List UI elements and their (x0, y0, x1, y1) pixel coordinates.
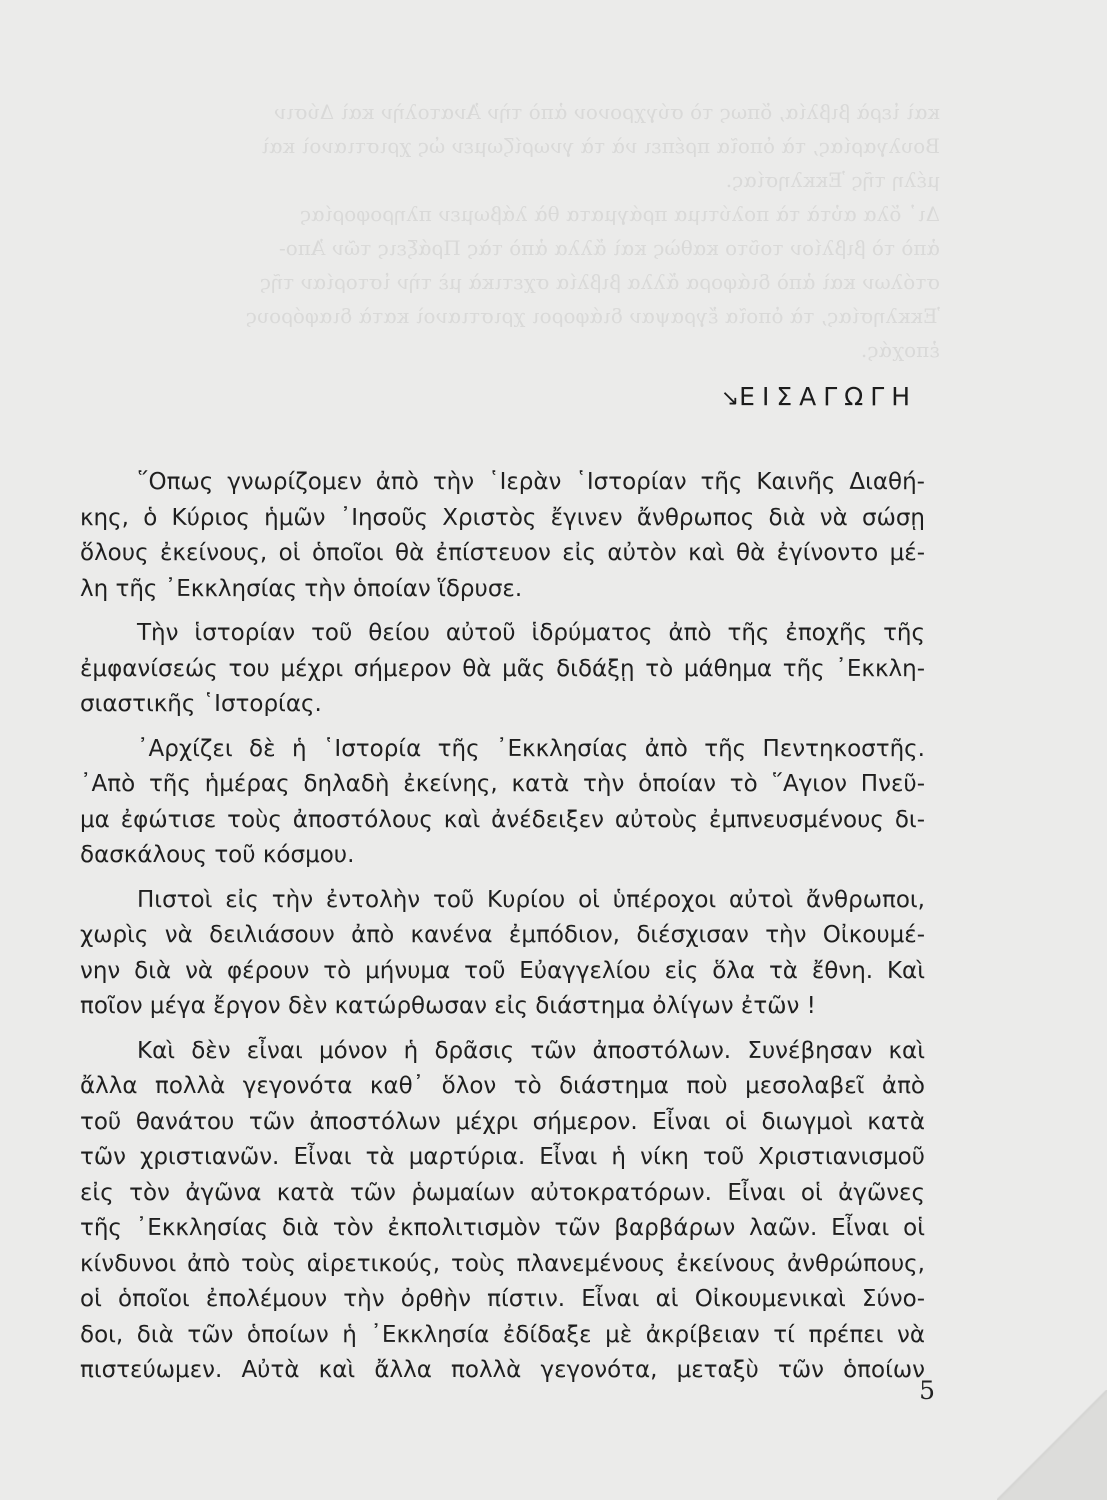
text-line: σιαστικῆς ῾Ιστορίας. (80, 691, 322, 717)
text-line: Τὴν ἱστορίαν τοῦ θείου αὐτοῦ ἱδρύματος ἀπὸ τῆς ἐποχῆς τῆς (137, 620, 925, 646)
page-corner-fold (997, 1390, 1107, 1500)
text-line: τῆς ᾿Εκκλησίας διὰ τὸν ἐκπολιτισμὸν τῶν βαρβάρων λαῶν. Εἶναι οἱ (80, 1215, 925, 1241)
text-line: μα ἐφώτισε τοὺς ἀποστόλους καὶ ἀνέδειξεν αὐτοὺς ἐμπνευσμένους δι- (80, 806, 925, 833)
text-line: οἱ ὁποῖοι ἐπολέμουν τὴν ὀρθὴν πίστιν. Εἶναι αἱ Οἰκουμενικαὶ Σύνο- (80, 1286, 925, 1312)
text-line: ὅλους ἐκείνους, οἱ ὁποῖοι θὰ ἐπίστευον εἰς αὐτὸν καὶ θὰ ἐγίνοντο μέ- (80, 540, 925, 566)
text-line: εἰς τὸν ἀγῶνα κατὰ τῶν ῥωμαίων αὐτοκρατόρων. Εἶναι οἱ ἀγῶνες (80, 1179, 925, 1206)
paragraph-2 (80, 616, 925, 723)
body-text (80, 465, 925, 1389)
text-line: Πιστοὶ εἰς τὴν ἐντολὴν τοῦ Κυρίου οἱ ὑπέροχοι αὐτοὶ ἄνθρωποι, (137, 886, 925, 913)
text-line: πιστεύωμεν. Αὐτὰ καὶ ἄλλα πολλὰ γεγονότα, μεταξὺ τῶν ὁποίων (80, 1357, 925, 1383)
heading-mark-glyph: ↘ (720, 386, 740, 411)
text-line: δασκάλους τοῦ κόσμου. (80, 842, 355, 868)
text-line: ἄλλα πολλὰ γεγονότα καθ᾿ ὅλον τὸ διάστημα ποὺ μεσολαβεῖ ἀπὸ (80, 1073, 925, 1099)
text-line: ποῖον μέγα ἔργον δὲν κατώρθωσαν εἰς διάστημα ὀλίγων ἐτῶν ! (80, 993, 816, 1019)
text-line: νην διὰ νὰ φέρουν τὸ μήνυμα τοῦ Εὐαγγελίου εἰς ὅλα τὰ ἔθνη. Καὶ (80, 957, 925, 984)
text-line: χωρὶς νὰ δειλιάσουν ἀπὸ κανένα ἐμπόδιον, διέσχισαν τὴν Οἰκουμέ- (80, 922, 925, 948)
text-line: ῞Οπως γνωρίζομεν ἀπὸ τὴν ῾Ιερὰν ῾Ιστορίαν τῆς Καινῆς Διαθή- (137, 469, 925, 495)
text-line: τῶν χριστιανῶν. Εἶναι τὰ μαρτύρια. Εἶναι ἡ νίκη τοῦ Χριστιανισμοῦ (80, 1144, 925, 1170)
section-heading (721, 382, 917, 411)
text-line: δοι, διὰ τῶν ὁποίων ἡ ᾿Εκκλησία ἐδίδαξε μὲ ἀκρίβειαν τί πρέπει νὰ (80, 1321, 925, 1348)
text-line: λη τῆς ᾿Εκκλησίας τὴν ὁποίαν ἵδρυσε. (80, 575, 523, 602)
heading-title: ΕΙΣΑΓΩΓΗ (739, 382, 917, 411)
page-number: 5 (919, 1376, 935, 1405)
text-line: κης, ὁ Κύριος ἡμῶν ᾿Ιησοῦς Χριστὸς ἔγινεν ἄνθρωπος διὰ νὰ σώσῃ (80, 504, 925, 531)
paragraph-5 (80, 1034, 925, 1389)
show-through-bleed: καὶ ἱερὰ βιβλία, ὅπως τὸ σύγχρονον ἀπὸ τὴν Ἀνατολὴν καὶ Δύσιν Βουλγαρίας, τὰ ὁποῖα πρέπει νὰ τὰ γνωρίζωμεν ὡς χριστιανοὶ καὶ μέλη τῆς Ἐκκλησίας. Δι᾿ ὅλα αὐτὰ τὰ πολύτιμα πράγματα θὰ λάβωμεν πληροφορίας ἀπὸ τὸ βιβλίον τοῦτο καθὼς καὶ ἄλλα ἀπὸ τὰς Πράξεις τῶν Ἀπο- στόλων καὶ ἀπὸ διάφορα ἄλλα βιβλία σχετικὰ μὲ τὴν ἱστορίαν τῆς Ἐκκλησίας, τὰ ὁποῖα ἔγραψαν διάφοροι χριστιανοὶ κατὰ διαφόρους ἐποχάς. (245, 100, 940, 362)
text-line: Καὶ δὲν εἶναι μόνον ἡ δρᾶσις τῶν ἀποστόλων. Συνέβησαν καὶ (137, 1037, 925, 1064)
paragraph-4 (80, 883, 925, 1025)
text-line: ᾿Απὸ τῆς ἡμέρας δηλαδὴ ἐκείνης, κατὰ τὴν ὁποίαν τὸ ῞Αγιον Πνεῦ- (80, 771, 925, 797)
paragraph-1 (80, 465, 925, 607)
paragraph-3 (80, 732, 925, 874)
text-line: κίνδυνοι ἀπὸ τοὺς αἱρετικούς, τοὺς πλανεμένους ἐκείνους ἀνθρώπους, (80, 1250, 925, 1277)
text-line: ἐμφανίσεώς του μέχρι σήμερον θὰ μᾶς διδάξῃ τὸ μάθημα τῆς ᾿Εκκλη- (80, 655, 925, 682)
text-line: ᾿Αρχίζει δὲ ἡ ῾Ιστορία τῆς ᾿Εκκλησίας ἀπὸ τῆς Πεντηκοστῆς. (137, 735, 925, 762)
text-line: τοῦ θανάτου τῶν ἀποστόλων μέχρι σήμερον. Εἶναι οἱ διωγμοὶ κατὰ (80, 1108, 925, 1135)
